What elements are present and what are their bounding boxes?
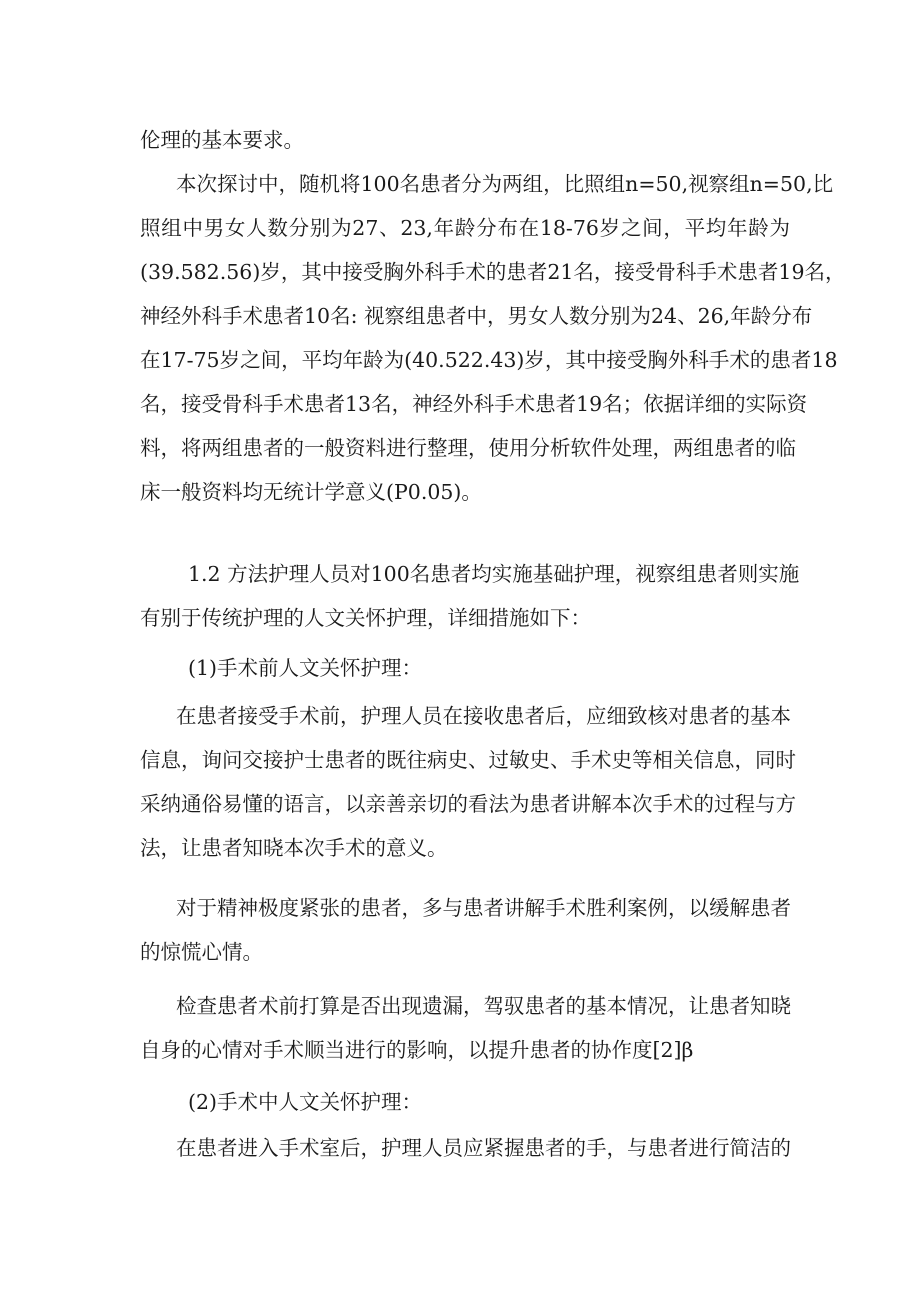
text-line: 在患者接受手术前，护理人员在接收患者后，应细致核对患者的基本 — [176, 704, 791, 728]
text-line: 名，接受骨科手术患者13名，神经外科手术患者19名；依据详细的实际资 — [140, 392, 808, 416]
text-line: 的惊慌心情。 — [140, 940, 263, 964]
paragraph-intra-1 — [140, 1126, 790, 1170]
text-line: 在17-75岁之间，平均年龄为(40.522.43)岁，其中接受胸外科手术的患者18 — [140, 348, 838, 372]
text-line: 法，让患者知晓本次手术的意义。 — [140, 836, 448, 860]
text-line: 检查患者术前打算是否出现遗漏，驾驭患者的基本情况，让患者知晓 — [176, 994, 791, 1018]
text-line: 在患者进入手术室后，护理人员应紧握患者的手，与患者进行简洁的 — [176, 1136, 791, 1160]
text-line: 信息，询问交接护士患者的既往病史、过敏史、手术史等相关信息，同时 — [140, 748, 796, 772]
heading-intra-operative — [140, 1080, 790, 1124]
paragraph-intro-end — [140, 118, 790, 162]
paragraph-pre-3 — [140, 984, 790, 1072]
text-line: (2)手术中人文关怀护理： — [188, 1090, 423, 1114]
paragraph-pre-1 — [140, 694, 796, 870]
text-line: 有别于传统护理的人文关怀护理，详细措施如下： — [140, 606, 591, 630]
text-line: 照组中男女人数分别为27、23,年龄分布在18-76岁之间，平均年龄为 — [140, 216, 790, 240]
paragraph-method — [140, 552, 800, 640]
text-line: 自身的心情对手术顺当进行的影响，以提升患者的协作度[2]β — [140, 1038, 694, 1062]
text-line: 床一般资料均无统计学意义(P0.05)。 — [140, 480, 482, 504]
text-line: 神经外科手术患者10名: 视察组患者中，男女人数分别为24、26,年龄分布 — [140, 304, 813, 328]
text-line: 1.2 方法护理人员对100名患者均实施基础护理，视察组患者则实施 — [188, 562, 800, 586]
text-line: (39.582.56)岁，其中接受胸外科手术的患者21名，接受骨科手术患者19名， — [140, 260, 846, 284]
paragraph-grouping — [140, 162, 846, 514]
text-line: 采纳通俗易懂的语言，以亲善亲切的看法为患者讲解本次手术的过程与方 — [140, 792, 796, 816]
text-line: 伦理的基本要求。 — [140, 128, 304, 152]
heading-pre-operative — [140, 646, 790, 690]
text-line: 料，将两组患者的一般资料进行整理，使用分析软件处理，两组患者的临 — [140, 436, 796, 460]
text-line: 对于精神极度紧张的患者，多与患者讲解手术胜利案例，以缓解患者 — [176, 896, 791, 920]
text-line: (1)手术前人文关怀护理： — [188, 656, 423, 680]
text-line: 本次探讨中，随机将100名患者分为两组，比照组n=50,视察组n=50,比 — [176, 172, 834, 196]
paragraph-pre-2 — [140, 886, 790, 974]
